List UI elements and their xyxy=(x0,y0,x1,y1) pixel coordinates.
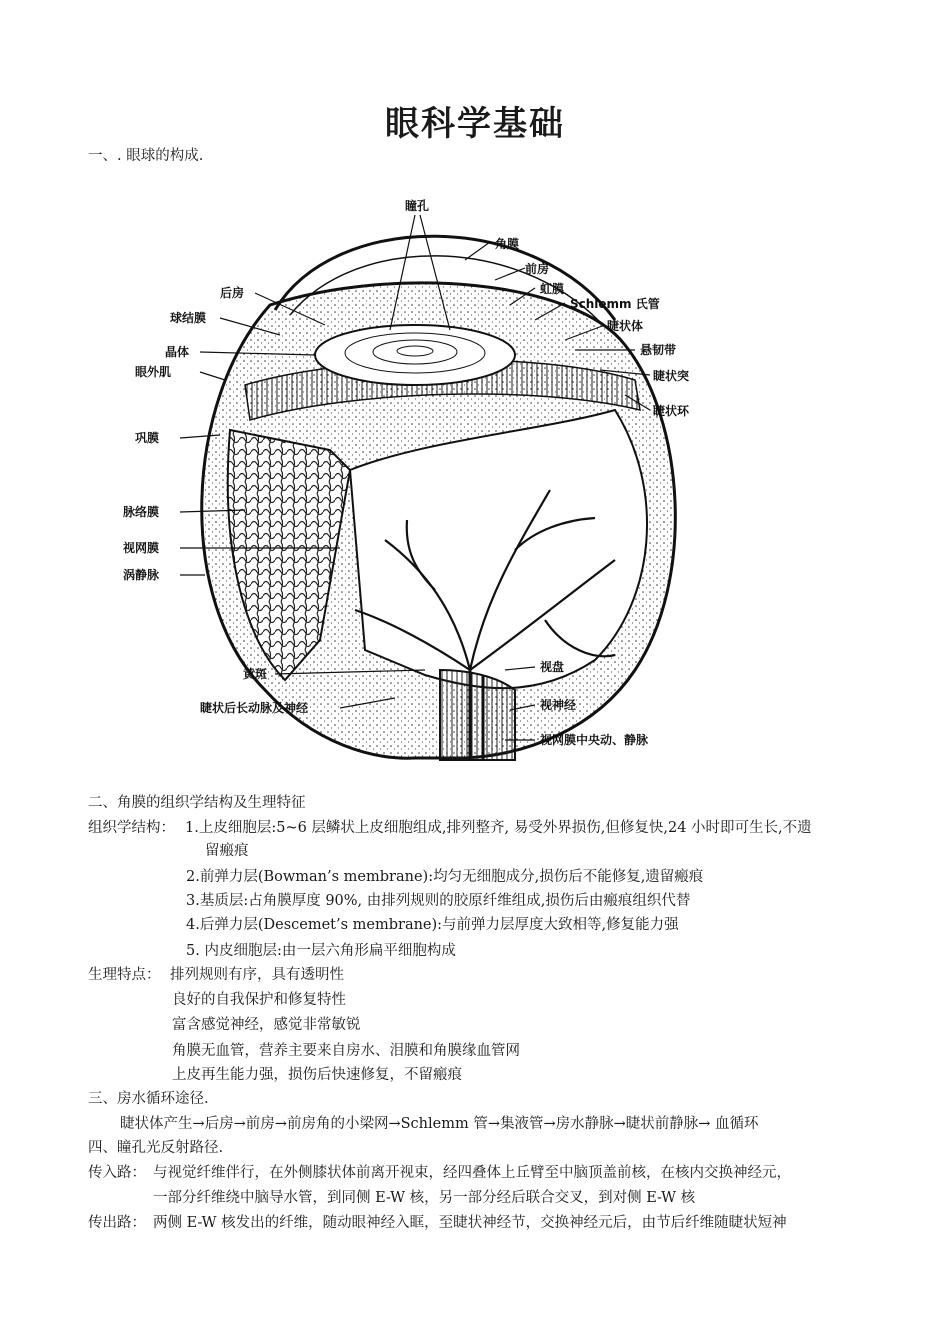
efferent-label: 传出路： xyxy=(88,1215,146,1231)
section2-heading: 二、角膜的组织学结构及生理特征 xyxy=(88,795,306,811)
figure-label-conjunctiva: 球结膜 xyxy=(170,311,207,325)
figure-label-long-ciliary: 睫状后长动脉及神经 xyxy=(200,701,309,715)
histology-item: 1.上皮细胞层:5~6 层鳞状上皮细胞组成,排列整齐, 易受外界损伤,但修复快,24 小时即可生长,不遗 xyxy=(185,820,812,836)
figure-label-optic-nerve: 视神经 xyxy=(540,698,577,712)
figure-label-optic-disc: 视盘 xyxy=(540,660,565,674)
physiology-item: 角膜无血管，营养主要来自房水、泪膜和角膜缘血管网 xyxy=(172,1043,520,1059)
lens-shape xyxy=(315,325,515,385)
section3-heading: 三、房水循环途径. xyxy=(88,1091,209,1107)
figure-label-sclera: 巩膜 xyxy=(135,431,160,445)
section4-heading: 四、瞳孔光反射路径. xyxy=(88,1140,224,1156)
figure-label-ciliary-body: 睫状体 xyxy=(607,319,644,333)
figure-label-iris: 虹膜 xyxy=(540,282,565,296)
figure-label-posterior-chamber: 后房 xyxy=(220,286,245,300)
optic-nerve-shape xyxy=(440,670,515,760)
physiology-item: 富含感觉神经，感觉非常敏锐 xyxy=(172,1017,361,1033)
figure-label-ciliary-ring: 睫状环 xyxy=(653,404,690,418)
histology-item: 4.后弹力层(Descemet’s membrane):与前弹力层厚度大致相等,修复能力强 xyxy=(186,917,679,933)
figure-label-anterior-chamber: 前房 xyxy=(525,262,550,276)
figure-label-retina: 视网膜 xyxy=(123,541,160,555)
afferent-label: 传入路： xyxy=(88,1165,146,1181)
figure-label-ciliary-process: 睫状突 xyxy=(653,369,690,383)
physiology-item: 上皮再生能力强，损伤后快速修复，不留瘢痕 xyxy=(172,1067,462,1083)
figure-label-vortex-vein: 涡静脉 xyxy=(123,568,160,582)
histology-item: 5. 内皮细胞层:由一层六角形扁平细胞构成 xyxy=(186,943,456,959)
figure-label-choroid: 脉络膜 xyxy=(123,505,160,519)
figure-label-zonule: 悬韧带 xyxy=(640,343,677,357)
section1-heading: 一、. 眼球的构成. xyxy=(88,148,204,164)
physiology-item: 良好的自我保护和修复特性 xyxy=(172,992,346,1008)
histology-label: 组织学结构： xyxy=(88,820,175,836)
figure-label-lens: 晶体 xyxy=(165,345,190,359)
page-title: 眼科学基础 xyxy=(385,104,565,144)
afferent-line: 与视觉纤维伴行，在外侧膝状体前离开视束，经四叠体上丘臂至中脑顶盖前核，在核内交换神经元， xyxy=(153,1165,791,1181)
figure-label-extraocular-muscle: 眼外肌 xyxy=(135,365,172,379)
histology-item: 2.前弹力层(Bowman’s membrane):均匀无细胞成分,损伤后不能修复,遗留瘢痕 xyxy=(186,869,704,885)
figure-label-macula: 黄斑 xyxy=(243,667,268,681)
figure-label-central-vessels: 视网膜中央动、静脉 xyxy=(540,733,649,747)
afferent-line: 一部分纤维绕中脑导水管，到同侧 E-W 核，另一部分经后联合交叉，到对侧 E-W 核 xyxy=(153,1190,696,1206)
histology-item: 留瘢痕 xyxy=(205,843,249,859)
figure-label-cornea: 角膜 xyxy=(495,237,520,251)
figure-label-schlemm: Schlemm 氏管 xyxy=(570,297,660,311)
figure-label-pupil: 瞳孔 xyxy=(405,199,430,213)
physiology-label: 生理特点： xyxy=(88,967,161,983)
histology-item: 3.基质层:占角膜厚度 90%, 由排列规则的胶原纤维组成,损伤后由瘢痕组织代替 xyxy=(186,893,691,909)
physiology-item: 排列规则有序，具有透明性 xyxy=(170,967,344,983)
eyeball-anatomy-figure xyxy=(95,170,855,790)
efferent-line: 两侧 E-W 核发出的纤维，随动眼神经入眶，至睫状神经节，交换神经元后，由节后纤维随睫状短神 xyxy=(153,1215,787,1231)
aqueous-path: 睫状体产生→后房→前房→前房角的小梁网→Schlemm 管→集液管→房水静脉→睫状前静脉→ 血循环 xyxy=(120,1116,759,1132)
